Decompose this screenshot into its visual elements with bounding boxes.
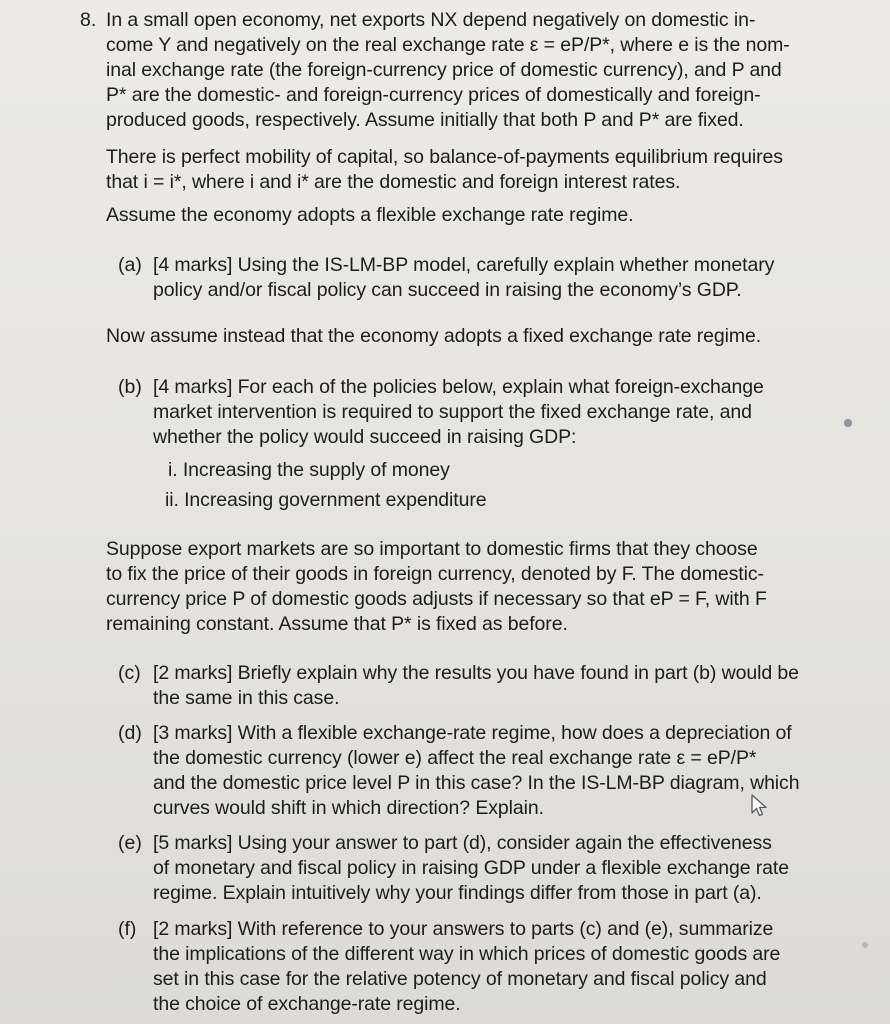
export-line: currency price P of domestic goods adjusts if necessary so that eP = F, with F xyxy=(106,588,767,610)
part-b-line: whether the policy would succeed in raising GDP: xyxy=(153,426,577,448)
part-e-line: of monetary and fiscal policy in raising GDP under a flexible exchange rate xyxy=(153,857,789,879)
part-f-line: set in this case for the relative potency of monetary and fiscal policy and xyxy=(153,968,767,990)
intro-line: P* are the domestic- and foreign-currency prices of domestically and foreign- xyxy=(106,84,761,106)
part-d-line: curves would shift in which direction? Explain. xyxy=(153,797,544,819)
part-f-line: the implications of the different way in which prices of domestic goods are xyxy=(153,943,781,965)
part-b-label: (b) xyxy=(118,376,142,398)
part-e-line: regime. Explain intuitively why your findings differ from those in part (a). xyxy=(153,882,762,904)
page-dot-indicator xyxy=(862,942,868,948)
fixed-regime-line: Now assume instead that the economy adopts a fixed exchange rate regime. xyxy=(106,325,762,347)
part-b-line: [4 marks] For each of the policies below, explain what foreign-exchange xyxy=(153,376,764,398)
export-line: Suppose export markets are so important to domestic firms that they choose xyxy=(106,538,758,560)
part-a-label: (a) xyxy=(118,254,142,276)
intro-line: come Y and negatively on the real exchange rate ε = eP/P*, where e is the nom- xyxy=(106,34,790,56)
part-e-label: (e) xyxy=(118,832,142,854)
export-line: remaining constant. Assume that P* is fixed as before. xyxy=(106,613,568,635)
part-c-label: (c) xyxy=(118,662,141,684)
capital-line: that i = i*, where i and i* are the domestic and foreign interest rates. xyxy=(106,171,681,193)
part-f-line: [2 marks] With reference to your answers to parts (c) and (e), summarize xyxy=(153,918,774,940)
part-b-line: market intervention is required to support the fixed exchange rate, and xyxy=(153,401,752,423)
part-f-label: (f) xyxy=(118,918,137,940)
part-e-line: [5 marks] Using your answer to part (d), consider again the effectiveness xyxy=(153,832,772,854)
part-d-line: [3 marks] With a flexible exchange-rate regime, how does a depreciation of xyxy=(153,722,792,744)
part-d-line: the domestic currency (lower e) affect the real exchange rate ε = eP/P* xyxy=(153,747,757,769)
part-f-line: the choice of exchange-rate regime. xyxy=(153,993,461,1015)
part-d-line: and the domestic price level P in this case? In the IS-LM-BP diagram, which xyxy=(153,772,800,794)
part-a-line: [4 marks] Using the IS-LM-BP model, carefully explain whether monetary xyxy=(153,254,775,276)
flexible-regime-line: Assume the economy adopts a flexible exchange rate regime. xyxy=(106,204,634,226)
part-c-line: the same in this case. xyxy=(153,687,340,709)
part-d-label: (d) xyxy=(118,722,142,744)
part-c-line: [2 marks] Briefly explain why the results you have found in part (b) would be xyxy=(153,662,799,684)
export-line: to fix the price of their goods in foreign currency, denoted by F. The domestic- xyxy=(106,563,764,585)
mouse-pointer-icon xyxy=(750,794,770,818)
scroll-dot-indicator xyxy=(844,419,852,427)
part-a-line: policy and/or fiscal policy can succeed in raising the economy’s GDP. xyxy=(153,279,742,301)
intro-line: produced goods, respectively. Assume initially that both P and P* are fixed. xyxy=(106,109,744,131)
part-b-item: ii. Increasing government expenditure xyxy=(165,489,487,511)
intro-line: inal exchange rate (the foreign-currency price of domestic currency), and P and xyxy=(106,59,782,81)
part-b-item: i. Increasing the supply of money xyxy=(168,459,450,481)
question-number: 8. xyxy=(80,9,97,31)
intro-line: In a small open economy, net exports NX depend negatively on domestic in- xyxy=(106,9,756,31)
capital-line: There is perfect mobility of capital, so balance-of-payments equilibrium requires xyxy=(106,146,783,168)
